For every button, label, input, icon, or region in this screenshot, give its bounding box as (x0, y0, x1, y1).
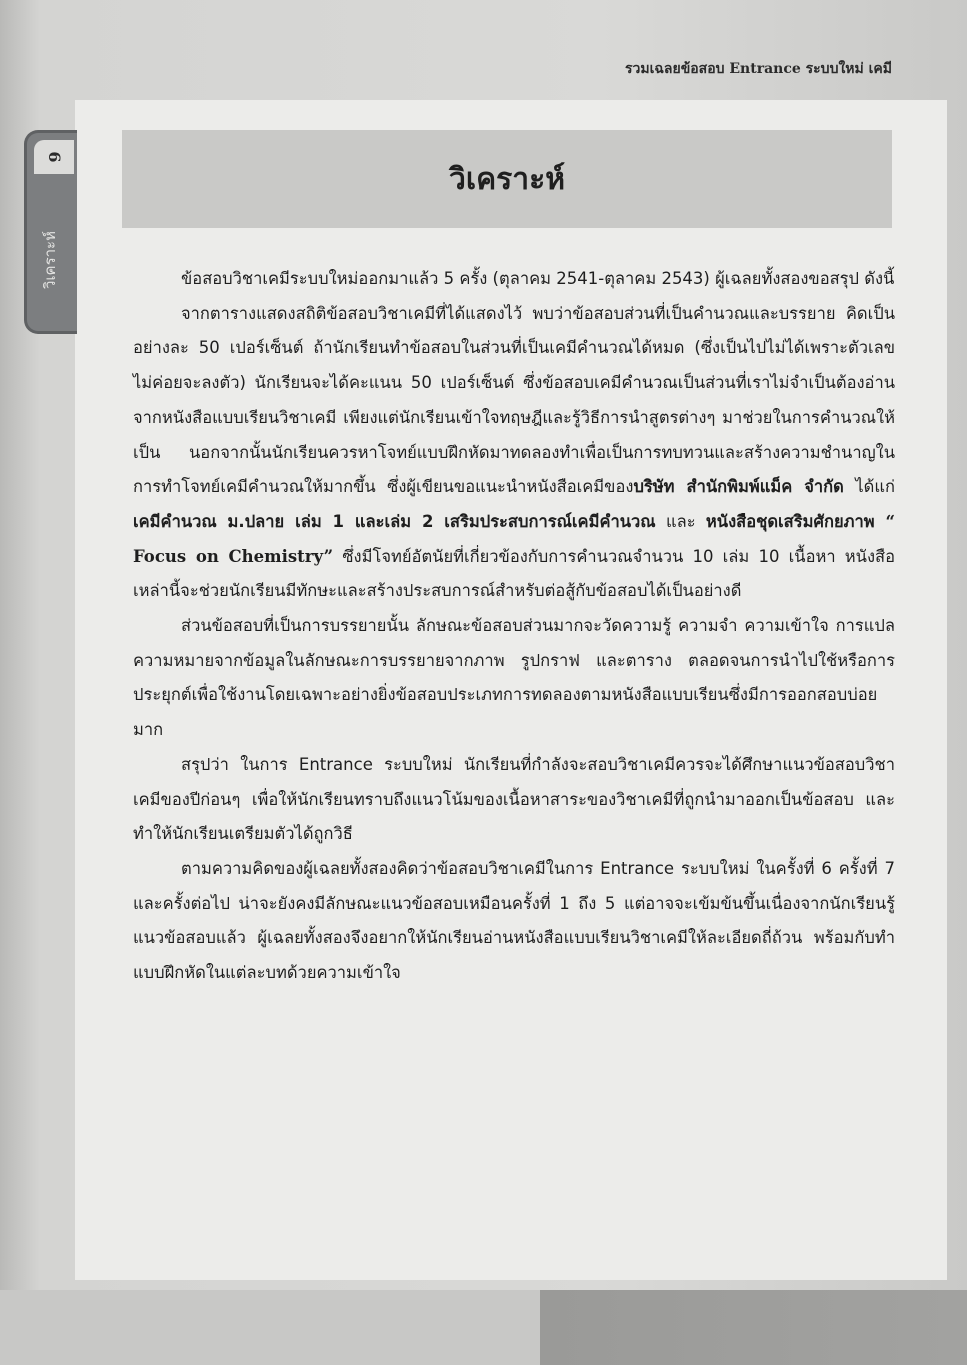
side-tab-label: วิเคราะห์ (41, 230, 60, 290)
paragraph-2-end: ซึ่งมีโจทย์อัตนัยที่เกี่ยวข้องกับการคำนวณจำนวน 10 เล่ม 10 เนื้อหา หนังสือเหล่านี้จะช่วยนักเรียนมีทักษะและสร้างประสบการณ์สำหรับต่อสู้กับข้อสอบได้เป็นอย่างดี (133, 546, 895, 601)
paragraph-2-mid2: และ (655, 511, 706, 531)
paragraph-2-text: จากตารางแสดงสถิติข้อสอบวิชาเคมีที่ได้แสดงไว้ พบว่าข้อสอบส่วนที่เป็นคำนวณและบรรยาย คิดเป็นอย่างละ 50 เปอร์เซ็นต์ ถ้านักเรียนทำข้อสอบในส่วนที่เป็นเคมีคำนวณได้หมด (ซึ่งเป็นไปไม่ได้เพราะตัวเลขไม่ค่อยจะลงตัว) นักเรียนจะได้คะแนน 50 เปอร์เซ็นต์ ซึ่งข้อสอบเคมีคำนวณเป็นส่วนที่เราไม่จำเป็นต้องอ่านจากหนังสือแบบเรียนวิชาเคมี เพียงแต่นักเรียนเข้าใจทฤษฎีและรู้วิธีการนำสูตรต่างๆ มาช่วยในการคำนวณให้เป็น นอกจากนั้นนักเรียนควรหาโจทย์แบบฝึกหัดมาทดลองทำเพื่อเป็นการทบทวนและสร้างความชำนาญในการทำโจทย์เคมีคำนวณให้มากขึ้น ซึ่งผู้เขียนขอแนะนำหนังสือเคมีของ (133, 303, 895, 497)
paragraph-2-mid1: ได้แก่ (843, 477, 896, 497)
bottom-strip (0, 1290, 967, 1365)
title-box (122, 130, 892, 228)
side-tab-label-box (28, 200, 72, 320)
running-header: รวมเฉลยข้อสอบ Entrance ระบบใหม่ เคมี (624, 61, 892, 77)
page-number-box (34, 140, 74, 174)
book-titles: เคมีคำนวณ ม.ปลาย เล่ม 1 และเล่ม 2 เสริมประสบการณ์เคมีคำนวณ (133, 511, 656, 531)
page-title: วิเคราะห์ (448, 161, 565, 197)
paragraph-5: ตามความคิดของผู้เฉลยทั้งสองคิดว่าข้อสอบวิชาเคมีในการ Entrance ระบบใหม่ ในครั้งที่ 6 ครั้งที่ 7 และครั้งต่อไป น่าจะยังคงมีลักษณะแนวข้อสอบเหมือนครั้งที่ 1 ถึง 5 แต่อาจจะเข้มข้นขึ้นเนื่องจากนักเรียนรู้แนวข้อสอบแล้ว ผู้เฉลยทั้งสองจึงอยากให้นักเรียนอ่านหนังสือแบบเรียนวิชาเคมีให้ละเอียดถี่ถ้วน พร้อมกับทำแบบฝึกหัดในแต่ละบทด้วยความเข้าใจ (133, 858, 895, 983)
paragraph-3: ส่วนข้อสอบที่เป็นการบรรยายนั้น ลักษณะข้อสอบส่วนมากจะวัดความรู้ ความจำ ความเข้าใจ การแปลความหมายจากข้อมูลในลักษณะการบรรยายจากภาพ รูปกราฟ และตาราง ตลอดจนการนำไปใช้หรือการประยุกต์เพื่อใช้งานโดยเฉพาะอย่างยิ่งข้อสอบประเภทการทดลองตามหนังสือแบบเรียนซึ่งมีการออกสอบบ่อยมาก (133, 616, 895, 740)
publisher-name: บริษัท สำนักพิมพ์แม็ค จำกัด (633, 477, 844, 497)
paragraph-4: สรุปว่า ในการ Entrance ระบบใหม่ นักเรียนที่กำลังจะสอบวิชาเคมีควรจะได้ศึกษาแนวข้อสอบวิชาเคมีของปีก่อนๆ เพื่อให้นักเรียนทราบถึงแนวโน้มของเนื้อหาสาระของวิชาเคมีที่ถูกนำมาออกเป็นข้อสอบ และทำให้นักเรียนเตรียมตัวได้ถูกวิธี (133, 754, 895, 844)
body-text (133, 262, 895, 991)
page-number: 6 (45, 151, 64, 163)
book-series: หนังสือชุดเสริมศักยภาพ (705, 511, 875, 531)
focus-on-chemistry: “ Focus on Chemistry” (133, 511, 895, 566)
paragraph-2 (133, 297, 895, 609)
paragraph-1: ข้อสอบวิชาเคมีระบบใหม่ออกมาแล้ว 5 ครั้ง (ตุลาคม 2541-ตุลาคม 2543) ผู้เฉลยทั้งสองขอสรุป ดังนี้ (181, 269, 895, 288)
